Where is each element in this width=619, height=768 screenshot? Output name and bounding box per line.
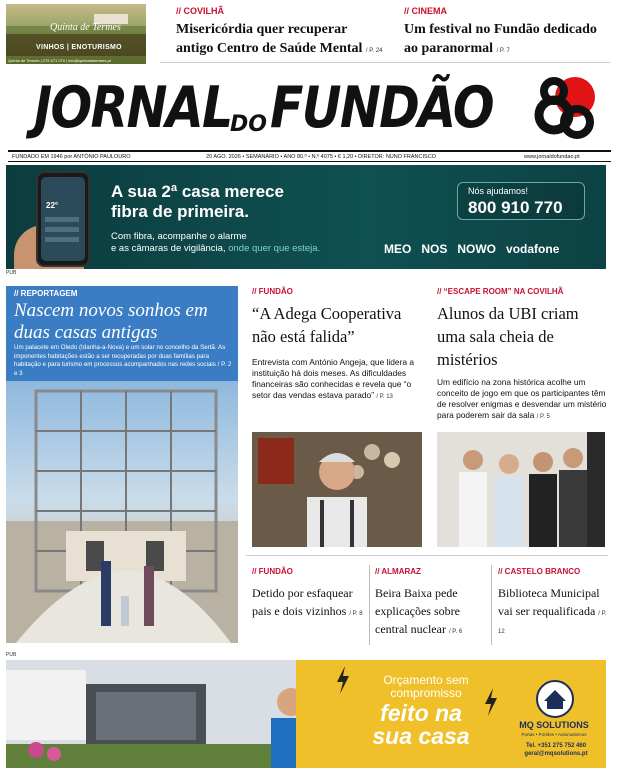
fiber-banner-ad[interactable] — [6, 165, 606, 269]
brief-castelo-branco[interactable] — [498, 567, 610, 638]
dateline-founded: FUNDADO EM 1946 por ANTÓNIO PAULOURO — [12, 154, 131, 160]
brief-title-text: Detido por esfaquear pais e dois vizinhos — [252, 586, 353, 618]
brief-title-text: Biblioteca Municipal vai ser requalificada — [498, 586, 600, 618]
helpline-number[interactable]: 800 910 770 — [468, 198, 563, 217]
brief-headline[interactable] — [498, 584, 610, 638]
page-ref: / P. 24 — [365, 48, 383, 54]
story-body — [252, 357, 424, 401]
ad-slogan-line-1: feito na — [380, 700, 462, 726]
adega-photo — [252, 432, 422, 547]
scaffold-house-illustration — [6, 381, 238, 643]
house-logo-icon — [536, 680, 574, 718]
story-body-text: Um edifício na zona histórica acolhe um conceito de jogo em que os participantes têm de resolver enigmas e desvendar um mistério para poderem sair da sala — [437, 377, 607, 420]
teaser-title-text: Misericórdia quer recuperar antigo Centro de Saúde Mental — [176, 22, 363, 56]
ad-slogan-line-2: sua casa — [372, 723, 470, 749]
page-ref: / P. 7 — [496, 48, 510, 54]
lead-story[interactable] — [6, 286, 238, 643]
ad-tagline: VINHOS | ENOTURISMO — [36, 44, 122, 51]
screen-row — [45, 237, 79, 242]
lead-headline[interactable]: Nascem novos sonhos em duas casas antigas — [14, 300, 208, 343]
lead-dek-text: Um palacete em Oledo (Idanha-a-Nova) e um solar no concelho da Sertã. As imponentes habitações estão a ser recuperadas por duas famílias para habitação e para turismo em processos acompanhados nas redes sociais — [14, 344, 226, 368]
nowo-logo: NOWO — [457, 242, 497, 256]
masthead-do: DO — [230, 112, 267, 137]
teaser-section: // CINEMA — [404, 6, 448, 16]
pub-mark: PUB — [6, 652, 17, 658]
teaser-title-text: Um festival no Fundão dedicado ao paranormal — [404, 22, 597, 56]
banner-headline — [111, 182, 284, 222]
teaser-divider — [160, 62, 610, 63]
students-photo — [437, 432, 605, 547]
lightning-icon — [336, 666, 350, 694]
dateline-issue: 20 AGO. 2026 • SEMANÁRIO • ANO 80.º • N.º 4075 • € 1,20 • DIRETOR: NUNO FRANCISCO — [206, 154, 436, 160]
mq-solutions-ad[interactable] — [6, 660, 606, 768]
ad-slogan — [351, 702, 491, 748]
vodafone-logo: vodafone — [506, 242, 560, 256]
brief-divider — [491, 565, 492, 645]
banner-headline-2: fibra de primeira. — [111, 202, 249, 221]
teaser-covilha[interactable] — [176, 6, 386, 58]
page-ref: / P. 13 — [376, 394, 393, 400]
masthead-fundao: FUNDÃO — [270, 75, 493, 141]
meo-logo: MEO — [384, 242, 412, 256]
banner-headline-1: A sua 2ª casa merece — [111, 182, 284, 201]
company-email[interactable]: geral@mqsolutions.pt — [524, 751, 588, 757]
ad-offer-line-2: compromisso — [390, 686, 462, 700]
briefs-divider — [246, 555, 608, 556]
pub-mark: PUB — [6, 270, 17, 276]
company-contacts — [506, 742, 606, 758]
lead-section: // REPORTAGEM — [14, 289, 78, 298]
helpline-label: Nós ajudamos! — [468, 186, 529, 196]
brief-headline[interactable] — [375, 584, 491, 638]
company-services: Portas • Portões • Automatismos — [521, 732, 587, 737]
operator-logos — [384, 241, 604, 257]
page-ref: / P. 2 e 3 — [14, 361, 232, 377]
brief-section: // ALMARAZ — [375, 567, 421, 576]
top-advertisement[interactable] — [6, 4, 146, 64]
dateline-website[interactable]: www.jornaldofundao.pt — [524, 154, 580, 160]
teaser-section: // COVILHÃ — [176, 6, 225, 16]
story-body-text: Entrevista com António Angeja, que lidera a instituição há dois meses. As dificuldades financeiras são conhecidas e revela que “o setor das vendas estava parado” — [252, 357, 415, 400]
masthead-jornal: JORNAL — [34, 75, 232, 141]
story-headline[interactable]: Alunos da UBI criam uma sala cheia de mistérios — [437, 304, 579, 369]
ad-contact: Quinta de Termes | 275 471 070 | info@quintadetermes.pt — [8, 58, 111, 63]
brief-almaraz[interactable] — [375, 567, 491, 638]
helpline-box[interactable] — [457, 182, 585, 220]
company-name: MQ SOLUTIONS — [519, 720, 589, 730]
brief-section: // CASTELO BRANCO — [498, 567, 581, 576]
ad-offer — [361, 674, 491, 700]
smartphone-image — [36, 171, 90, 267]
story-body — [437, 377, 607, 421]
dateline-bar — [8, 150, 611, 162]
page-ref: / P. 8 — [349, 611, 363, 617]
lead-dek — [14, 344, 236, 378]
banner-sub-2: e as câmaras de vigilância, — [111, 243, 226, 254]
phone-screen — [41, 177, 85, 261]
screen-row — [45, 227, 79, 232]
story-adega[interactable] — [252, 287, 424, 401]
brief-headline[interactable] — [252, 584, 368, 620]
story-section: // FUNDÃO — [252, 287, 293, 296]
banner-sub-1: Com fibra, acompanhe o alarme — [111, 231, 247, 242]
teaser-headline[interactable] — [404, 20, 614, 58]
page-ref: / P. 6 — [448, 629, 463, 635]
story-escape-room[interactable] — [437, 287, 607, 421]
page-ref: / P. 12 — [498, 611, 607, 635]
nos-logo: NOS — [421, 242, 448, 256]
company-phone[interactable]: Tel. +351 275 752 460 — [525, 743, 587, 749]
masthead[interactable] — [34, 68, 524, 148]
banner-sub-highlight: onde quer que esteja. — [228, 243, 321, 254]
anniversary-80-logo — [528, 73, 600, 145]
page-ref: / P. 5 — [536, 414, 550, 420]
story-section: // “ESCAPE ROOM” NA COVILHÃ — [437, 287, 564, 296]
screen-row — [45, 217, 79, 222]
ad-offer-line-1: Orçamento sem — [383, 673, 469, 687]
story-headline[interactable]: “A Adega Cooperativa não está falida” — [252, 304, 402, 346]
ad-brand: Quinta de Termes — [50, 22, 121, 33]
teaser-cinema[interactable] — [404, 6, 614, 58]
brief-section: // FUNDÃO — [252, 567, 293, 576]
brief-fundao[interactable] — [252, 567, 368, 620]
brief-title-text: Beira Baixa pede explicações sobre central nuclear — [375, 586, 460, 636]
brief-divider — [369, 565, 370, 645]
pergola-photo — [6, 660, 296, 768]
teaser-headline[interactable] — [176, 20, 386, 58]
lead-photo — [6, 381, 238, 643]
screen-temperature: 22° — [46, 201, 59, 210]
